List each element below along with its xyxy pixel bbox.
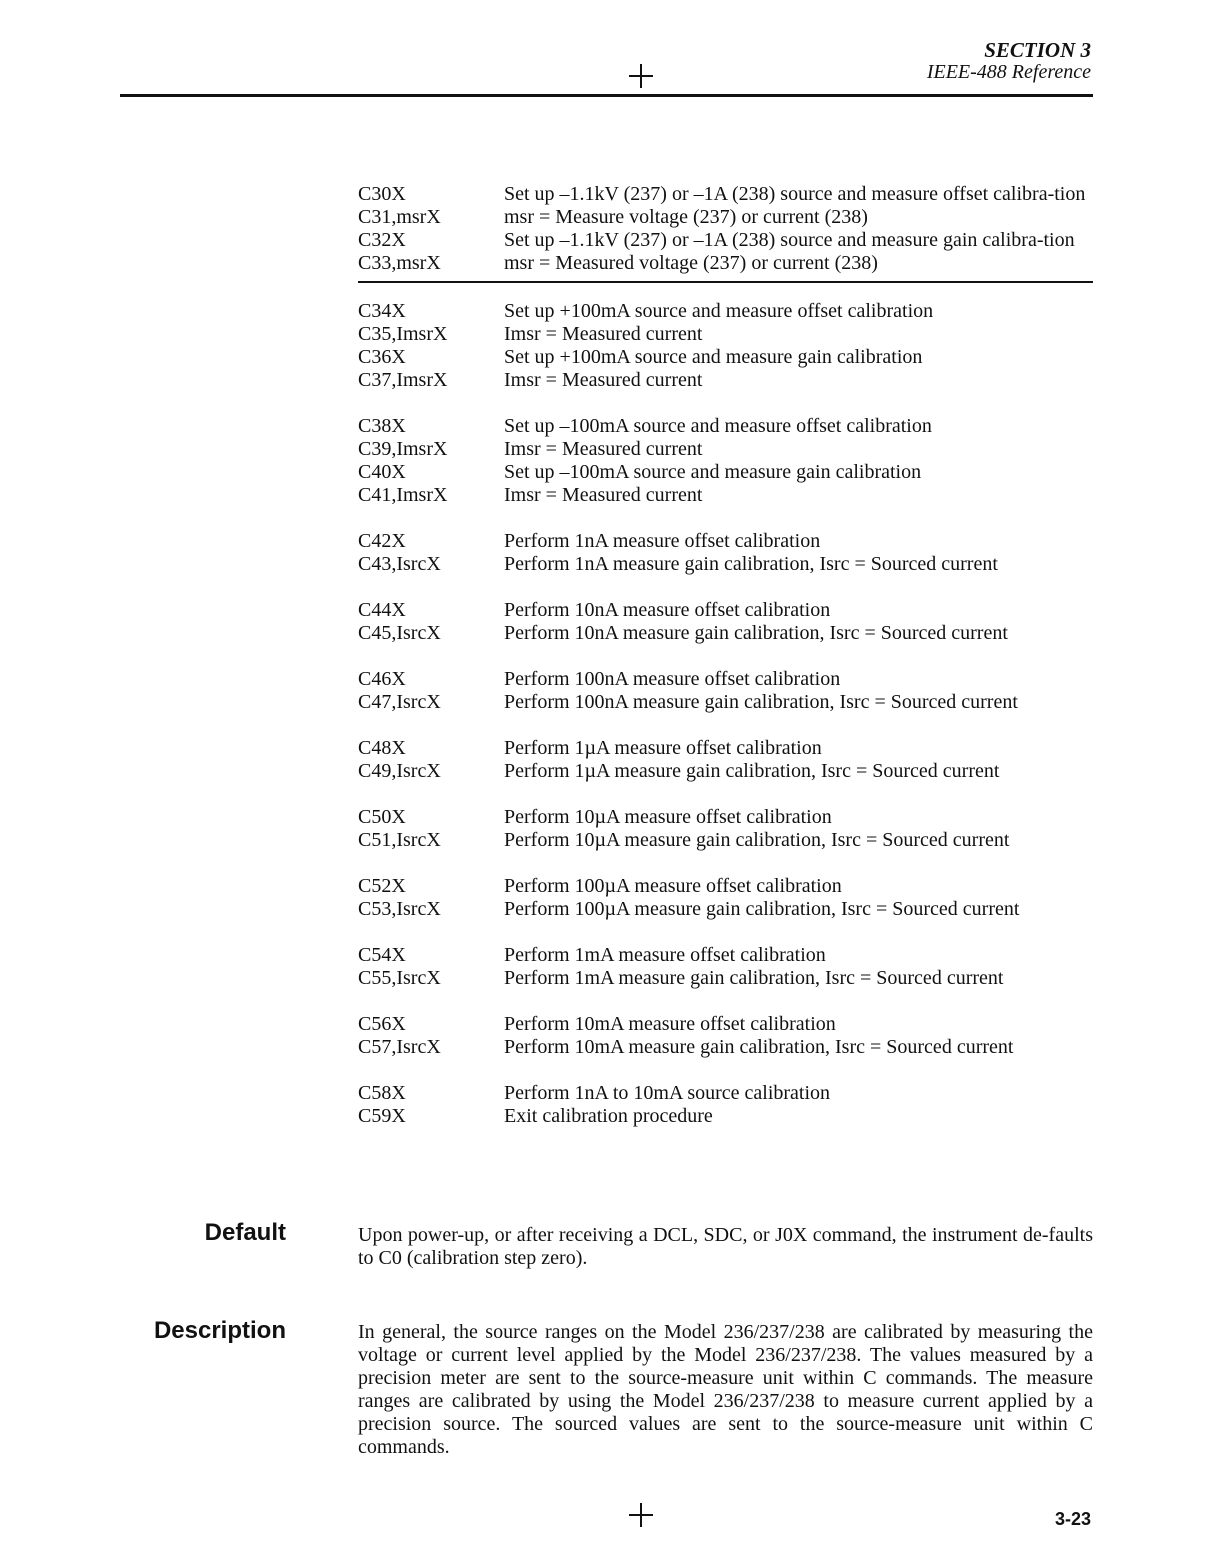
- command-group: [358, 300, 1093, 392]
- command-row: [358, 438, 1093, 461]
- command-row: [358, 1105, 1093, 1128]
- registration-mark-bottom: [629, 1503, 653, 1527]
- command-description: Perform 1mA measure offset calibration: [504, 944, 826, 966]
- command-code: C43,IsrcX: [358, 553, 441, 575]
- command-code: C51,IsrcX: [358, 829, 441, 851]
- command-description: Perform 1nA measure gain calibration, Isrc = Sourced current: [504, 553, 998, 575]
- command-row: [358, 369, 1093, 392]
- command-row: [358, 806, 1093, 829]
- command-row: [358, 229, 1093, 252]
- command-description: Perform 1µA measure gain calibration, Isrc = Sourced current: [504, 760, 1000, 782]
- command-row: [358, 323, 1093, 346]
- command-description: msr = Measure voltage (237) or current (238): [504, 206, 868, 228]
- command-row: [358, 252, 1093, 275]
- command-description: Perform 10mA measure offset calibration: [504, 1013, 836, 1035]
- command-row: [358, 760, 1093, 783]
- command-code: C50X: [358, 806, 406, 828]
- command-group: [358, 1013, 1093, 1059]
- command-description: Imsr = Measured current: [504, 323, 703, 345]
- command-table: [358, 183, 1093, 1151]
- command-code: C36X: [358, 346, 406, 368]
- command-description: Perform 100nA measure gain calibration, Isrc = Sourced current: [504, 691, 1018, 713]
- command-row: [358, 668, 1093, 691]
- command-row: [358, 415, 1093, 438]
- command-group: [358, 415, 1093, 507]
- default-heading: Default: [204, 1219, 286, 1246]
- command-description: Set up –1.1kV (237) or –1A (238) source and measure gain calibra-tion: [504, 229, 1075, 251]
- command-row: [358, 1013, 1093, 1036]
- command-description: Perform 1nA to 10mA source calibration: [504, 1082, 831, 1104]
- command-code: C32X: [358, 229, 406, 251]
- command-row: [358, 1082, 1093, 1105]
- command-row: [358, 967, 1093, 990]
- command-group: [358, 737, 1093, 783]
- command-code: C38X: [358, 415, 406, 437]
- command-description: Perform 1nA measure offset calibration: [504, 530, 821, 552]
- command-code: C49,IsrcX: [358, 760, 441, 782]
- command-group: [358, 668, 1093, 714]
- default-paragraph: Upon power-up, or after receiving a DCL, SDC, or J0X command, the instrument de-faults to C0 (calibration step zero).: [358, 1224, 1093, 1269]
- command-row: [358, 553, 1093, 576]
- command-code: C34X: [358, 300, 406, 322]
- description-heading: Description: [153, 1317, 286, 1344]
- command-code: C46X: [358, 668, 406, 690]
- command-row: [358, 461, 1093, 484]
- command-group: [358, 530, 1093, 576]
- command-description: Perform 100nA measure offset calibration: [504, 668, 841, 690]
- command-code: C52X: [358, 875, 406, 897]
- command-row: [358, 183, 1093, 206]
- command-description: Perform 10nA measure gain calibration, Isrc = Sourced current: [504, 622, 1008, 644]
- description-paragraph: In general, the source ranges on the Model 236/237/238 are calibrated by measuring the voltage or current level applied by the Model 236/237/238. The values measured by a precision meter are sent to the source-measure unit within C commands. The measure ranges are calibrated by using the Model 236/237/238 to measure current applied by a precision source. The sourced values are sent to the source-measure unit within C commands.: [358, 1321, 1093, 1458]
- command-row: [358, 737, 1093, 760]
- command-row: [358, 484, 1093, 507]
- command-row: [358, 691, 1093, 714]
- command-code: C47,IsrcX: [358, 691, 441, 713]
- section-label: SECTION 3: [984, 38, 1091, 62]
- command-code: C55,IsrcX: [358, 967, 441, 989]
- command-description: Perform 10µA measure offset calibration: [504, 806, 832, 828]
- command-group: [358, 806, 1093, 852]
- command-group: [358, 944, 1093, 990]
- command-row: [358, 944, 1093, 967]
- command-code: C54X: [358, 944, 406, 966]
- command-group: [358, 875, 1093, 921]
- command-row: [358, 1036, 1093, 1059]
- command-code: C44X: [358, 599, 406, 621]
- command-row: [358, 599, 1093, 622]
- command-description: Imsr = Measured current: [504, 438, 703, 460]
- command-code: C57,IsrcX: [358, 1036, 441, 1058]
- command-row: [358, 206, 1093, 229]
- command-description: Exit calibration procedure: [504, 1105, 713, 1127]
- command-code: C45,IsrcX: [358, 622, 441, 644]
- command-code: C30X: [358, 183, 406, 205]
- command-code: C41,ImsrX: [358, 484, 448, 506]
- command-group: [358, 599, 1093, 645]
- command-description: Set up +100mA source and measure offset calibration: [504, 300, 934, 322]
- command-row: [358, 875, 1093, 898]
- section-title: IEEE-488 Reference: [926, 61, 1091, 83]
- command-row: [358, 898, 1093, 921]
- command-code: C56X: [358, 1013, 406, 1035]
- command-group: [358, 183, 1093, 283]
- command-code: C39,ImsrX: [358, 438, 448, 460]
- command-description: Set up +100mA source and measure gain calibration: [504, 346, 923, 368]
- command-description: Perform 10nA measure offset calibration: [504, 599, 831, 621]
- command-description: Perform 100µA measure offset calibration: [504, 875, 842, 897]
- command-description: Perform 100µA measure gain calibration, Isrc = Sourced current: [504, 898, 1020, 920]
- command-description: Perform 1µA measure offset calibration: [504, 737, 822, 759]
- command-row: [358, 346, 1093, 369]
- command-description: Imsr = Measured current: [504, 369, 703, 391]
- command-code: C59X: [358, 1105, 406, 1127]
- command-code: C31,msrX: [358, 206, 441, 228]
- command-description: Perform 10mA measure gain calibration, Isrc = Sourced current: [504, 1036, 1014, 1058]
- page-number: 3-23: [1054, 1509, 1091, 1529]
- command-description: Imsr = Measured current: [504, 484, 703, 506]
- command-row: [358, 829, 1093, 852]
- registration-mark-top: [629, 64, 653, 88]
- command-row: [358, 300, 1093, 323]
- command-row: [358, 622, 1093, 645]
- header-rule: [120, 94, 1093, 97]
- command-code: C40X: [358, 461, 406, 483]
- command-description: Set up –100mA source and measure offset calibration: [504, 415, 932, 437]
- command-code: C53,IsrcX: [358, 898, 441, 920]
- command-code: C58X: [358, 1082, 406, 1104]
- command-code: C33,msrX: [358, 252, 441, 274]
- command-description: Perform 10µA measure gain calibration, Isrc = Sourced current: [504, 829, 1010, 851]
- command-code: C37,ImsrX: [358, 369, 448, 391]
- command-group: [358, 1082, 1093, 1128]
- command-description: Set up –100mA source and measure gain calibration: [504, 461, 922, 483]
- command-code: C42X: [358, 530, 406, 552]
- command-code: C48X: [358, 737, 406, 759]
- command-description: msr = Measured voltage (237) or current (238): [504, 252, 878, 274]
- command-code: C35,ImsrX: [358, 323, 448, 345]
- command-description: Perform 1mA measure gain calibration, Isrc = Sourced current: [504, 967, 1004, 989]
- command-row: [358, 530, 1093, 553]
- command-description: Set up –1.1kV (237) or –1A (238) source and measure offset calibra-tion: [504, 183, 1086, 205]
